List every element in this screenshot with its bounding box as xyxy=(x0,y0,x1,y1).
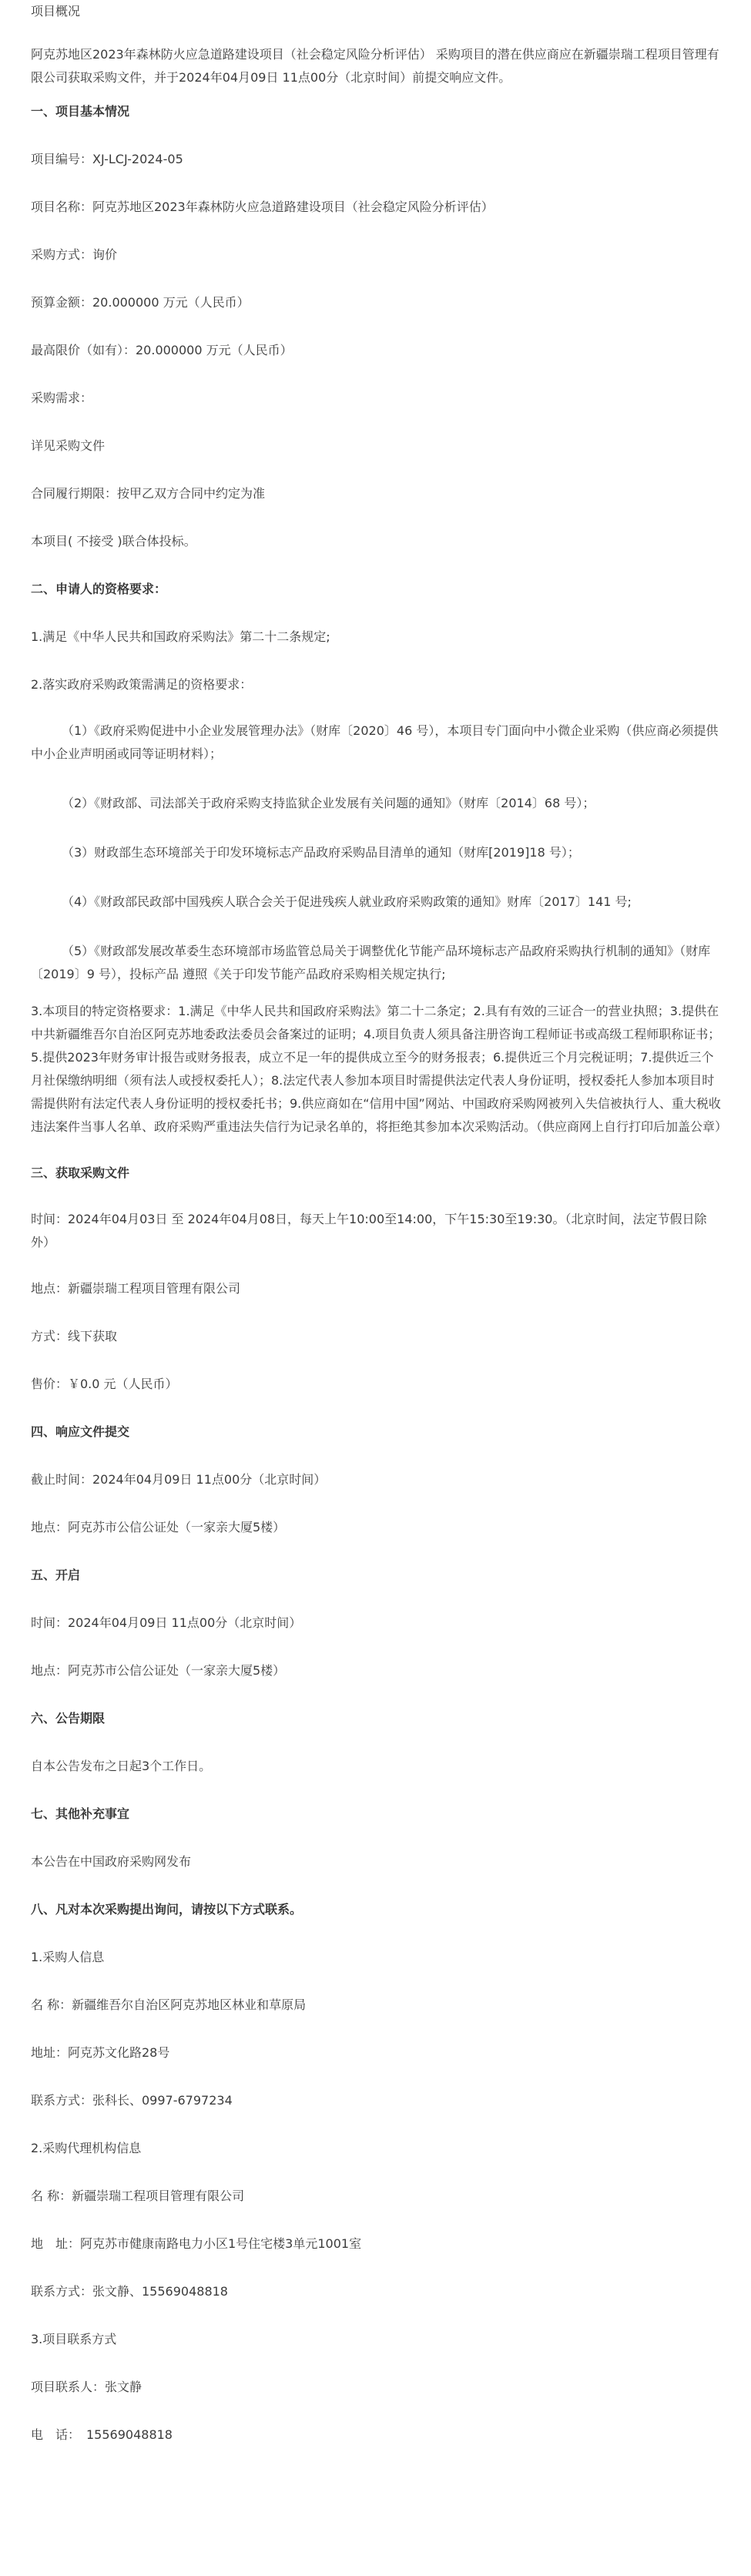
policy-5: （5）《财政部发展改革委生态环境部市场监管总局关于调整优化节能产品环境标志产品政府采购执行机制的通知》（财库〔2019〕9 号），投标产品 遵照《关于印发节能产品政府采购相关规定执行; xyxy=(31,944,711,981)
supplementary-text: 本公告在中国政府采购网发布 xyxy=(31,1854,192,1869)
section6-heading: 六、公告期限 xyxy=(31,1711,106,1726)
buyer-name: 名 称：新疆维吾尔自治区阿克苏地区林业和草原局 xyxy=(31,1997,307,2012)
buyer-contact: 联系方式：张科长、0997-6797234 xyxy=(31,2093,233,2108)
qualification-item-2: 2.落实政府采购政策需满足的资格要求： xyxy=(31,677,253,692)
project-contact-person: 项目联系人：张文静 xyxy=(31,2380,142,2394)
policy-2: （2）《财政部、司法部关于政府采购支持监狱企业发展有关问题的通知》（财库〔2014〕68 号）； xyxy=(62,796,595,810)
project-contact-title: 3.项目联系方式 xyxy=(31,2332,117,2346)
project-no: 项目编号：XJ-LCJ-2024-05 xyxy=(31,152,183,166)
qualification-item-3: 3.本项目的特定资格要求：1.满足《中华人民共和国政府采购法》第二十二条定；2.具有有效的三证合一的营业执照；3.提供在中共新疆维吾尔自治区阿克苏地委政法委员会备案过的证明；4.项目负责人须具备注册咨询工程师证书或高级工程师职称证书；5.提供2023年财务审计报告或财务报表，成立不足一年的提供成立至今的财务报表；6.提供近三个月完税证明；7.提供近三个月社保缴纳明细（须有法人或授权委托人）；8.法定代表人参加本项目时需提供法定代表人身份证明，授权委托人参加本项目时需提供附有法定代表人身份证明的授权委托书；9.供应商如在“信用中国”网站、中国政府采购网被列入失信被执行人、重大税收违法案件当事人名单、政府采购严重违法失信行为记录名单的，将拒绝其参加本次采购活动。（供应商网上自行打印后加盖公章） xyxy=(31,1004,728,1134)
policy-4: （4）《财政部民政部中国残疾人联合会关于促进残疾人就业政府采购政策的通知》财库〔2017〕141 号; xyxy=(62,894,632,909)
obtain-price: 售价：￥0.0 元（人民币） xyxy=(31,1377,178,1391)
agency-name: 名 称：新疆崇瑞工程项目管理有限公司 xyxy=(31,2189,245,2203)
section3-heading: 三、获取采购文件 xyxy=(31,1166,130,1180)
max-price: 最高限价（如有）：20.000000 万元（人民币） xyxy=(31,343,293,357)
section1-heading: 一、项目基本情况 xyxy=(31,104,130,119)
budget-amount: 预算金额：20.000000 万元（人民币） xyxy=(31,295,250,310)
requirement-value: 详见采购文件 xyxy=(31,438,106,453)
agency-contact: 联系方式：张文静、15569048818 xyxy=(31,2284,228,2299)
section8-heading: 八、凡对本次采购提出询问，请按以下方式联系。 xyxy=(31,1902,303,1917)
policy-1: （1）《政府采购促进中小企业发展管理办法》（财库〔2020〕46 号），本项目专门面向中小微企业采购（供应商必须提供中小企业声明函或同等证明材料）； xyxy=(31,723,719,761)
obtain-method: 方式：线下获取 xyxy=(31,1329,118,1343)
policy-3: （3）财政部生态环境部关于印发环境标志产品政府采购品目清单的通知（财库[2019]18 号）； xyxy=(62,845,580,860)
procurement-method: 采购方式：询价 xyxy=(31,247,118,262)
buyer-title: 1.采购人信息 xyxy=(31,1950,105,1964)
project-name: 项目名称：阿克苏地区2023年森林防火应急道路建设项目（社会稳定风险分析评估） xyxy=(31,200,494,214)
section4-heading: 四、响应文件提交 xyxy=(31,1424,130,1439)
buyer-address: 地址：阿克苏文化路28号 xyxy=(31,2045,170,2060)
obtain-time: 时间：2024年04月03日 至 2024年04月08日，每天上午10:00至14:00，下午15:30至19:30。（北京时间，法定节假日除外） xyxy=(31,1212,707,1249)
consortium-note: 本项目( 不接受 )联合体投标。 xyxy=(31,534,196,548)
section2-heading: 二、申请人的资格要求： xyxy=(31,582,167,596)
section5-heading: 五、开启 xyxy=(31,1568,81,1582)
section7-heading: 七、其他补充事宜 xyxy=(31,1806,130,1821)
notice-period: 自本公告发布之日起3个工作日。 xyxy=(31,1759,212,1773)
agency-title: 2.采购代理机构信息 xyxy=(31,2141,142,2155)
opening-time: 时间：2024年04月09日 11点00分（北京时间） xyxy=(31,1615,302,1630)
submit-deadline: 截止时间：2024年04月09日 11点00分（北京时间） xyxy=(31,1472,327,1487)
requirement-label: 采购需求： xyxy=(31,391,93,405)
contract-period: 合同履行期限：按甲乙双方合同中约定为准 xyxy=(31,486,266,501)
submit-place: 地点：阿克苏市公信公证处（一家亲大厦5楼） xyxy=(31,1520,286,1535)
agency-address: 地 址：阿克苏市健康南路电力小区1号住宅楼3单元1001室 xyxy=(31,2236,362,2251)
opening-place: 地点：阿克苏市公信公证处（一家亲大厦5楼） xyxy=(31,1663,286,1678)
overview-title: 项目概况 xyxy=(31,4,81,18)
qualification-item-1: 1.满足《中华人民共和国政府采购法》第二十二条规定; xyxy=(31,629,330,644)
overview-text: 阿克苏地区2023年森林防火应急道路建设项目（社会稳定风险分析评估） 采购项目的潜在供应商应在新疆崇瑞工程项目管理有限公司获取采购文件，并于2024年04月09日 11点00分（北京时间）前提交响应文件。 xyxy=(31,47,719,85)
project-contact-phone: 电 话： 15569048818 xyxy=(31,2427,173,2442)
obtain-place: 地点：新疆崇瑞工程项目管理有限公司 xyxy=(31,1281,241,1296)
